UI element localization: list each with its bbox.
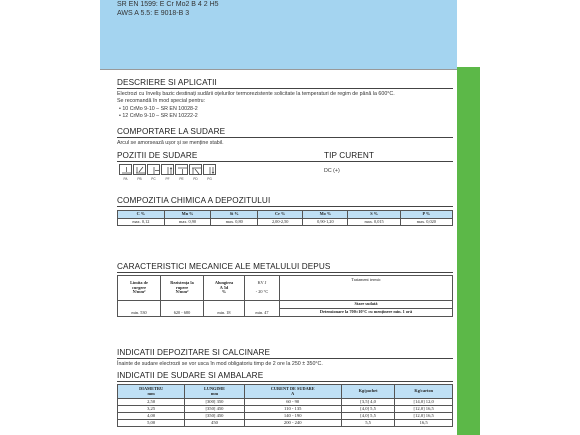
chemistry-header: Si %: [211, 211, 258, 219]
packaging-cell: 110 - 135: [244, 406, 341, 413]
standard-aws: AWS A 5.5: E 9018-B 3: [117, 10, 190, 17]
description-bullet-1: • 10 CrMo 9-10 – SR EN 10028-2: [119, 106, 198, 112]
position-label-pf: PF: [165, 177, 170, 181]
packaging-cell: [3,5] 4,0: [341, 399, 395, 406]
behaviour-rule: [117, 137, 453, 138]
packaging-row: [118, 406, 453, 413]
chemistry-header: Mo %: [303, 211, 348, 219]
packaging-cell: 5,00: [118, 420, 185, 427]
mechanical-title: CARACTERISTICI MECANICE ALE METALULUI DEPUS: [117, 262, 331, 271]
storage-text: Înainte de sudare electrozii se vor usca în mod obligatoriu timp de 2 ore la 250 ± 350°C.: [117, 361, 323, 367]
mechanical-header-treatment: Tratament termic: [280, 276, 453, 301]
packaging-cell: 200 - 240: [244, 420, 341, 427]
chemistry-header: Cr %: [258, 211, 303, 219]
packaging-header-kg-carton: Kg/carton: [395, 385, 453, 399]
packaging-title: INDICATII DE SUDARE SI AMBALARE: [117, 371, 264, 380]
position-pf-icon: [161, 164, 174, 175]
mechanical-header-elongation: Alungirea A 5d %: [204, 276, 245, 301]
description-line-2: Se recomandă în mod special pentru:: [117, 98, 206, 104]
positions-rule: [117, 161, 453, 162]
packaging-cell: [12,0] 16,5: [395, 413, 453, 420]
chemistry-value: 2,00-2,50: [258, 219, 303, 226]
packaging-row: [118, 399, 453, 406]
packaging-row: [118, 413, 453, 420]
chemistry-value: max. 0,015: [348, 219, 400, 226]
position-label-pd: PD: [193, 177, 198, 181]
chemistry-value: max. 0,90: [164, 219, 211, 226]
packaging-cell: [14,0] 12,0: [395, 399, 453, 406]
position-pa-icon: [119, 164, 132, 175]
packaging-cell: [350] 450: [185, 406, 245, 413]
standard-sr-en: SR EN 1599: E Cr Mo2 B 4 2 H5: [117, 1, 219, 8]
description-line-1: Electrozi cu înveliș bazic destinați sudării oțelurilor termorezistente solicitate la temperaturi de regim de până la 600°C.: [117, 91, 395, 97]
behaviour-text: Arcul se amorsează ușor și se menține stabil.: [117, 140, 224, 146]
chemistry-value: max. 0,12: [118, 219, 165, 226]
chemistry-value-row: [118, 219, 453, 226]
mechanical-treatment-stress-relief: Detensionare la 700±10°C cu menținere min. 1 oră: [280, 309, 453, 317]
header-band: [100, 0, 457, 69]
chemistry-header: C %: [118, 211, 165, 219]
packaging-cell: 3,25: [118, 406, 185, 413]
packaging-header-row: [118, 385, 453, 399]
position-label-pg: PG: [207, 177, 212, 181]
chemistry-header-row: [118, 211, 453, 219]
chemistry-value: max. 0,80: [211, 219, 258, 226]
mechanical-yield-value: min. 530: [118, 301, 161, 317]
position-label-pc: PC: [151, 177, 156, 181]
mechanical-impact-value: min. 47: [245, 301, 280, 317]
position-pb-icon: [133, 164, 146, 175]
packaging-cell: [4,0] 5,5: [341, 413, 395, 420]
mechanical-row-as-welded: [118, 301, 453, 309]
position-label-pa: PA: [123, 177, 128, 181]
packaging-cell: 450: [185, 420, 245, 427]
current-value: DC (+): [324, 168, 340, 174]
storage-title: INDICATII DEPOZITARE SI CALCINARE: [117, 348, 271, 357]
mechanical-header-tensile: Rezistența la rupere N/mm²: [161, 276, 204, 301]
position-label-pb: PB: [137, 177, 142, 181]
packaging-cell: [4,0] 5,5: [341, 406, 395, 413]
behaviour-title: COMPORTARE LA SUDARE: [117, 127, 226, 136]
side-accent-bar: [457, 67, 480, 435]
packaging-header-diameter: DIAMETRU mm: [118, 385, 185, 399]
mechanical-header-row: [118, 276, 453, 301]
chemistry-header: S %: [348, 211, 400, 219]
packaging-row: [118, 420, 453, 427]
packaging-header-current: CURENT DE SUDARE A: [244, 385, 341, 399]
packaging-cell: 60 - 90: [244, 399, 341, 406]
position-pd-icon: [189, 164, 202, 175]
packaging-cell: 16,5: [395, 420, 453, 427]
packaging-cell: [350] 450: [185, 413, 245, 420]
chemistry-value: max. 0,020: [400, 219, 452, 226]
mechanical-tensile-value: 620 - 680: [161, 301, 204, 317]
chemistry-header: Mn %: [164, 211, 211, 219]
current-title: TIP CURENT: [324, 151, 374, 160]
packaging-cell: 5,5: [341, 420, 395, 427]
positions-title: POZITII DE SUDARE: [117, 151, 198, 160]
storage-rule: [117, 358, 453, 359]
position-pc-icon: [147, 164, 160, 175]
position-pg-icon: [203, 164, 216, 175]
mechanical-header-impact: KV J - 20 °C: [245, 276, 280, 301]
mechanical-header-yield: Limita de curgere N/mm²: [118, 276, 161, 301]
mechanical-treatment-as-welded: Stare sudată: [280, 301, 453, 309]
description-title: DESCRIERE SI APLICATII: [117, 78, 217, 87]
packaging-cell: [300] 350: [185, 399, 245, 406]
chemistry-table: [117, 210, 453, 226]
packaging-cell: 2,50: [118, 399, 185, 406]
description-rule: [117, 88, 453, 89]
position-label-pe: PE: [179, 177, 184, 181]
chemistry-title: COMPOZITIA CHIMICA A DEPOZITULUI: [117, 196, 271, 205]
chemistry-value: 0,90-1,20: [303, 219, 348, 226]
packaging-cell: 4,00: [118, 413, 185, 420]
packaging-table: [117, 384, 453, 427]
header-divider: [100, 69, 457, 70]
description-bullet-2: • 12 CrMo 9-10 – SR EN 10222-2: [119, 113, 198, 119]
packaging-header-kg-packet: Kg/pachet: [341, 385, 395, 399]
packaging-header-length: LUNGIME mm: [185, 385, 245, 399]
mechanical-table: [117, 275, 453, 317]
chemistry-rule: [117, 206, 453, 207]
mechanical-rule: [117, 272, 453, 273]
chemistry-header: P %: [400, 211, 452, 219]
packaging-rule: [117, 381, 453, 382]
mechanical-elongation-value: min. 18: [204, 301, 245, 317]
packaging-cell: [12,0] 16,5: [395, 406, 453, 413]
packaging-cell: 140 - 190: [244, 413, 341, 420]
position-pe-icon: [175, 164, 188, 175]
